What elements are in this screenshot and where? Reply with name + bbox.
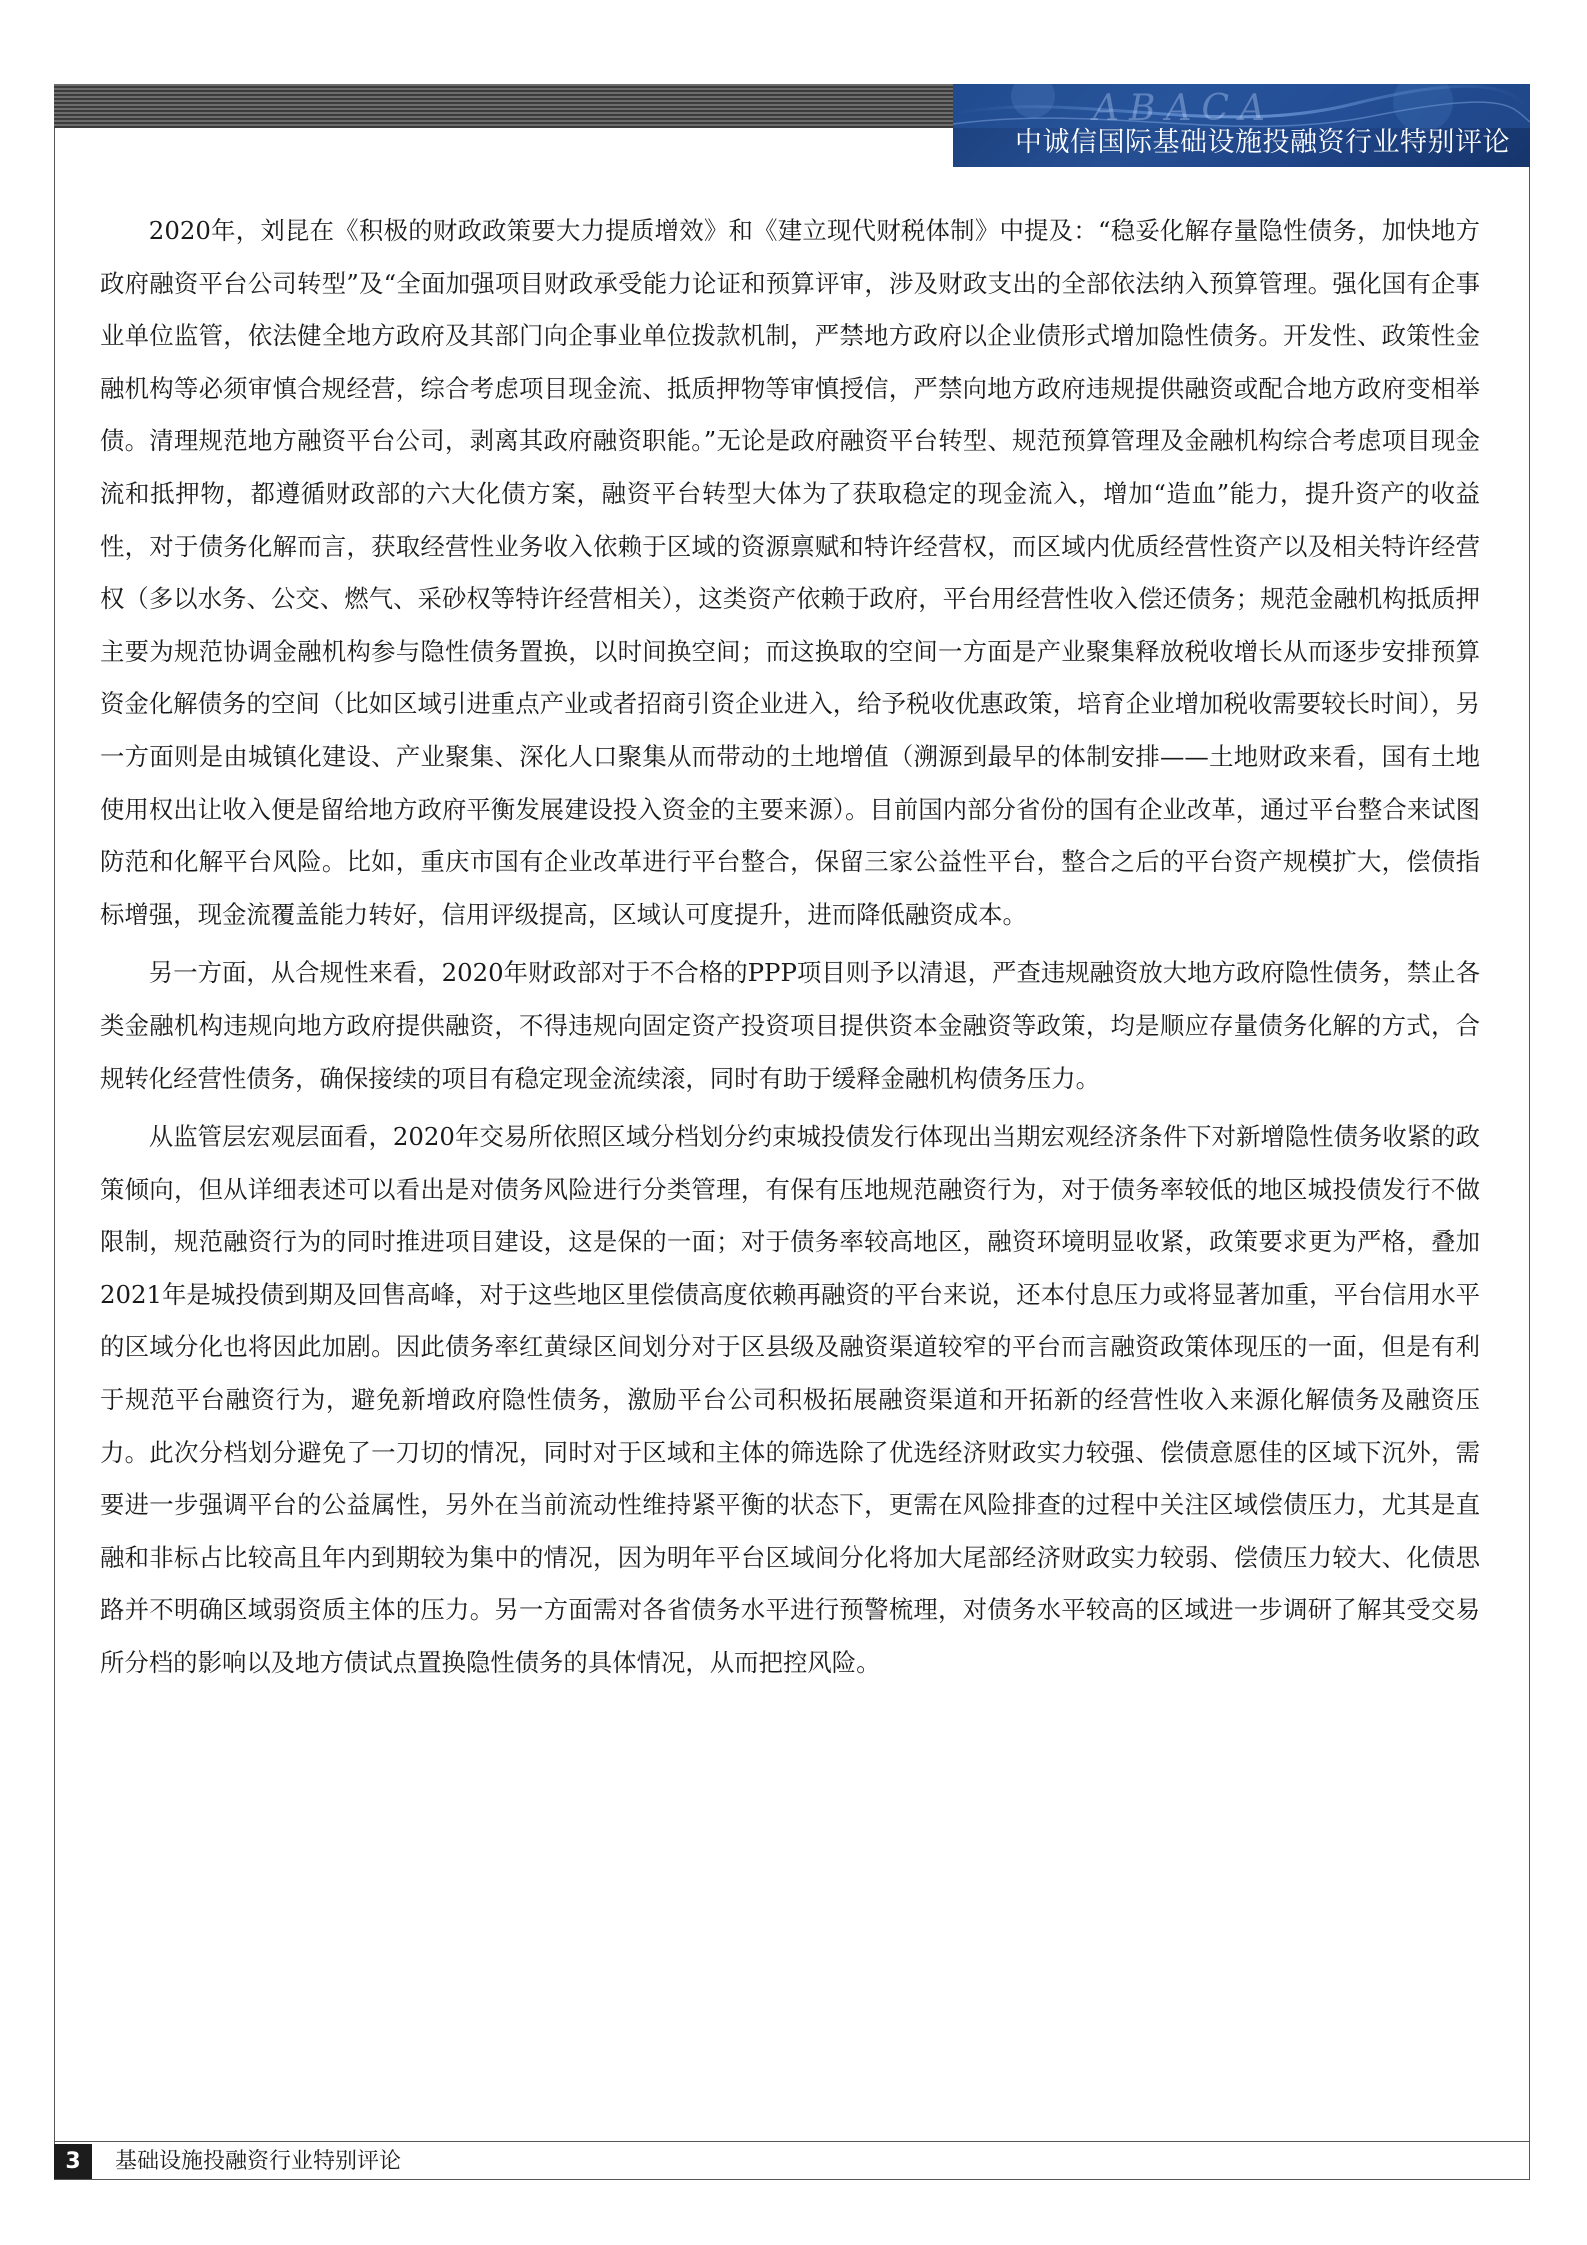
paragraph-2: 另一方面，从合规性来看，2020年财政部对于不合格的PPP项目则予以清退，严查违规融资放大地方政府隐性债务，禁止各类金融机构违规向地方政府提供融资，不得违规向固定资产投资项目提供资本金融资等政策，均是顺应存量债务化解的方式，合规转化经营性债务，确保接续的项目有稳定现金流续滚，同时有助于缓释金融机构债务压力。: [100, 958, 1480, 1093]
paragraph-3: 从监管层宏观层面看，2020年交易所依照区域分档划分约束城投债发行体现出当期宏观经济条件下对新增隐性债务收紧的政策倾向，但从详细表述可以看出是对债务风险进行分类管理，有保有压地规范融资行为，对于债务率较低的地区城投债发行不做限制，规范融资行为的同时推进项目建设，这是保的一面；对于债务率较高地区，融资环境明显收紧，政策要求更为严格，叠加2021年是城投债到期及回售高峰，对于这些地区里偿债高度依赖再融资的平台来说，还本付息压力或将显著加重，平台信用水平的区域分化也将因此加剧。因此债务率红黄绿区间划分对于区县级及融资渠道较窄的平台而言融资政策体现压的一面，但是有利于规范平台融资行为，避免新增政府隐性债务，激励平台公司积极拓展融资渠道和开拓新的经营性收入来源化解债务及融资压力。此次分档划分避免了一刀切的情况，同时对于区域和主体的筛选除了优选经济财政实力较强、偿债意愿佳的区域下沉外，需要进一步强调平台的公益属性，另外在当前流动性维持紧平衡的状态下，更需在风险排查的过程中关注区域偿债压力，尤其是直融和非标占比较高且年内到期较为集中的情况，因为明年平台区域间分化将加大尾部经济财政实力较弱、偿债压力较大、化债思路并不明确区域弱资质主体的压力。另一方面需对各省债务水平进行预警梳理，对债务水平较高的区域进一步调研了解其受交易所分档的影响以及地方债试点置换隐性债务的具体情况，从而把控风险。: [100, 1122, 1480, 1678]
footer-divider: [54, 2141, 1530, 2142]
article-body: [100, 205, 1480, 1696]
footer-title: 基础设施投融资行业特别评论: [115, 2149, 402, 2174]
header-decor-text: ABACA: [1093, 88, 1275, 129]
header-title: 中诚信国际基础设施投融资行业特别评论: [1015, 127, 1510, 158]
page-number: 3: [54, 2144, 92, 2180]
header-title-box: [953, 84, 1530, 167]
footer-bottom-divider: [54, 2179, 1530, 2180]
paragraph-1: 2020年，刘昆在《积极的财政政策要大力提质增效》和《建立现代财税体制》中提及：“稳妥化解存量隐性债务，加快地方政府融资平台公司转型”及“全面加强项目财政承受能力论证和预算评审，涉及财政支出的全部依法纳入预算管理。强化国有企事业单位监管，依法健全地方政府及其部门向企事业单位拨款机制，严禁地方政府以企业债形式增加隐性债务。开发性、政策性金融机构等必须审慎合规经营，综合考虑项目现金流、抵质押物等审慎授信，严禁向地方政府违规提供融资或配合地方政府变相举债。清理规范地方融资平台公司，剥离其政府融资职能。”无论是政府融资平台转型、规范预算管理及金融机构综合考虑项目现金流和抵押物，都遵循财政部的六大化债方案，融资平台转型大体为了获取稳定的现金流入，增加“造血”能力，提升资产的收益性，对于债务化解而言，获取经营性业务收入依赖于区域的资源禀赋和特许经营权，而区域内优质经营性资产以及相关特许经营权（多以水务、公交、燃气、采砂权等特许经营相关），这类资产依赖于政府，平台用经营性收入偿还债务；规范金融机构抵质押主要为规范协调金融机构参与隐性债务置换，以时间换空间；而这换取的空间一方面是产业聚集释放税收增长从而逐步安排预算资金化解债务的空间（比如区域引进重点产业或者招商引资企业进入，给予税收优惠政策，培育企业增加税收需要较长时间），另一方面则是由城镇化建设、产业聚集、深化人口聚集从而带动的土地增值（溯源到最早的体制安排——土地财政来看，国有土地使用权出让收入便是留给地方政府平衡发展建设投入资金的主要来源）。目前国内部分省份的国有企业改革，通过平台整合来试图防范和化解平台风险。比如，重庆市国有企业改革进行平台整合，保留三家公益性平台，整合之后的平台资产规模扩大，偿债指标增强，现金流覆盖能力转好，信用评级提高，区域认可度提升，进而降低融资成本。: [100, 216, 1480, 929]
